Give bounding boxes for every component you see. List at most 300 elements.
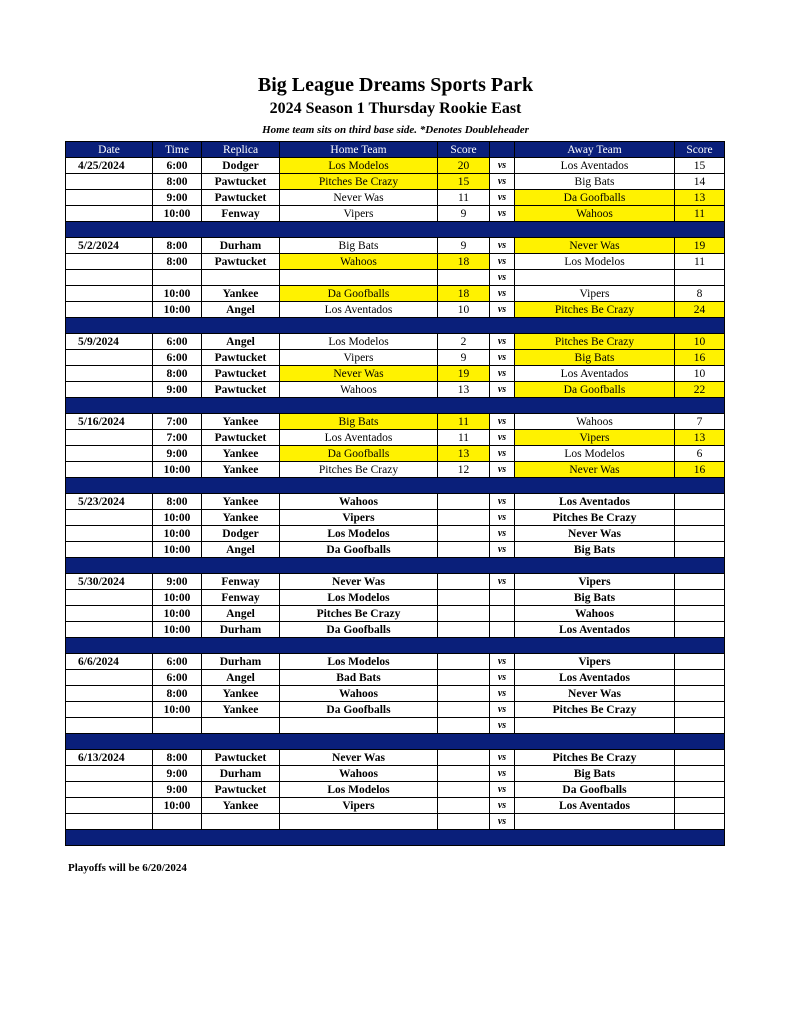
time-cell: 8:00	[153, 750, 202, 766]
vs-cell	[490, 622, 515, 638]
replica-cell	[202, 270, 280, 286]
home-team-cell: Los Modelos	[280, 782, 438, 798]
date-cell	[66, 382, 153, 398]
table-row	[66, 462, 725, 478]
replica-cell: Yankee	[202, 686, 280, 702]
home-score-cell: 9	[438, 350, 490, 366]
time-cell: 6:00	[153, 158, 202, 174]
away-score-cell	[675, 798, 725, 814]
replica-cell: Angel	[202, 606, 280, 622]
vs-cell: vs	[490, 766, 515, 782]
away-score-cell: 24	[675, 302, 725, 318]
separator-bar	[66, 558, 725, 574]
table-row	[66, 670, 725, 686]
separator-bar	[66, 638, 725, 654]
date-cell	[66, 302, 153, 318]
home-score-cell	[438, 574, 490, 590]
date-cell	[66, 510, 153, 526]
away-team-cell: Da Goofballs	[515, 382, 675, 398]
col-header-date: Date	[66, 142, 153, 158]
replica-cell: Angel	[202, 302, 280, 318]
table-row	[66, 766, 725, 782]
vs-cell: vs	[490, 798, 515, 814]
home-score-cell: 15	[438, 174, 490, 190]
time-cell: 10:00	[153, 526, 202, 542]
away-score-cell: 10	[675, 334, 725, 350]
time-cell: 10:00	[153, 542, 202, 558]
home-team-cell: Los Modelos	[280, 590, 438, 606]
away-score-cell	[675, 702, 725, 718]
week-separator-row	[66, 222, 725, 238]
col-header-vs	[490, 142, 515, 158]
date-cell	[66, 462, 153, 478]
table-row	[66, 158, 725, 174]
away-team-cell: Los Aventados	[515, 670, 675, 686]
replica-cell: Yankee	[202, 462, 280, 478]
vs-cell	[490, 590, 515, 606]
time-cell: 10:00	[153, 606, 202, 622]
time-cell	[153, 814, 202, 830]
date-cell	[66, 670, 153, 686]
table-row	[66, 718, 725, 734]
home-score-cell	[438, 670, 490, 686]
home-score-cell	[438, 766, 490, 782]
week-separator-row	[66, 398, 725, 414]
home-team-cell: Never Was	[280, 574, 438, 590]
replica-cell: Pawtucket	[202, 366, 280, 382]
date-cell	[66, 446, 153, 462]
table-row	[66, 814, 725, 830]
vs-cell	[490, 606, 515, 622]
home-team-cell: Wahoos	[280, 254, 438, 270]
away-team-cell: Vipers	[515, 286, 675, 302]
home-team-cell: Los Aventados	[280, 430, 438, 446]
replica-cell: Pawtucket	[202, 382, 280, 398]
vs-cell: vs	[490, 462, 515, 478]
date-cell	[66, 174, 153, 190]
time-cell: 9:00	[153, 574, 202, 590]
home-team-cell: Los Modelos	[280, 654, 438, 670]
home-score-cell	[438, 622, 490, 638]
away-score-cell: 7	[675, 414, 725, 430]
table-row	[66, 382, 725, 398]
replica-cell: Pawtucket	[202, 430, 280, 446]
replica-cell	[202, 718, 280, 734]
away-score-cell	[675, 686, 725, 702]
vs-cell: vs	[490, 286, 515, 302]
separator-bar	[66, 478, 725, 494]
away-score-cell	[675, 766, 725, 782]
time-cell: 8:00	[153, 686, 202, 702]
table-row	[66, 334, 725, 350]
date-cell	[66, 718, 153, 734]
vs-cell: vs	[490, 158, 515, 174]
away-team-cell: Pitches Be Crazy	[515, 702, 675, 718]
home-score-cell	[438, 814, 490, 830]
away-team-cell: Los Aventados	[515, 798, 675, 814]
table-row	[66, 782, 725, 798]
page-title: Big League Dreams Sports Park	[257, 74, 534, 96]
vs-cell: vs	[490, 366, 515, 382]
replica-cell: Durham	[202, 622, 280, 638]
replica-cell: Pawtucket	[202, 190, 280, 206]
table-row	[66, 238, 725, 254]
replica-cell: Durham	[202, 238, 280, 254]
away-team-cell: Los Aventados	[515, 494, 675, 510]
replica-cell: Pawtucket	[202, 750, 280, 766]
away-score-cell	[675, 718, 725, 734]
vs-cell: vs	[490, 670, 515, 686]
table-row	[66, 750, 725, 766]
home-team-cell: Da Goofballs	[280, 622, 438, 638]
home-team-cell: Wahoos	[280, 382, 438, 398]
replica-cell: Dodger	[202, 158, 280, 174]
table-row	[66, 302, 725, 318]
week-separator-row	[66, 478, 725, 494]
home-team-cell: Los Aventados	[280, 302, 438, 318]
away-team-cell: Big Bats	[515, 766, 675, 782]
home-team-cell: Never Was	[280, 750, 438, 766]
date-cell	[66, 526, 153, 542]
table-row	[66, 446, 725, 462]
replica-cell: Fenway	[202, 574, 280, 590]
away-score-cell	[675, 590, 725, 606]
away-team-cell: Pitches Be Crazy	[515, 302, 675, 318]
date-cell	[66, 542, 153, 558]
away-team-cell: Vipers	[515, 654, 675, 670]
home-team-cell: Big Bats	[280, 238, 438, 254]
replica-cell: Angel	[202, 670, 280, 686]
date-cell: 5/30/2024	[66, 574, 153, 590]
away-team-cell: Big Bats	[515, 350, 675, 366]
home-team-cell: Wahoos	[280, 686, 438, 702]
home-team-cell: Los Modelos	[280, 526, 438, 542]
time-cell: 7:00	[153, 430, 202, 446]
table-row	[66, 270, 725, 286]
table-row	[66, 622, 725, 638]
home-score-cell: 11	[438, 414, 490, 430]
away-score-cell	[675, 782, 725, 798]
home-score-cell	[438, 590, 490, 606]
date-cell: 6/13/2024	[66, 750, 153, 766]
table-row	[66, 366, 725, 382]
away-team-cell: Los Aventados	[515, 622, 675, 638]
vs-cell: vs	[490, 574, 515, 590]
table-row	[66, 686, 725, 702]
away-score-cell	[675, 270, 725, 286]
away-score-cell	[675, 510, 725, 526]
time-cell: 10:00	[153, 510, 202, 526]
away-score-cell: 15	[675, 158, 725, 174]
home-score-cell	[438, 654, 490, 670]
time-cell: 6:00	[153, 334, 202, 350]
table-row	[66, 542, 725, 558]
time-cell: 10:00	[153, 590, 202, 606]
replica-cell: Yankee	[202, 798, 280, 814]
vs-cell: vs	[490, 238, 515, 254]
table-row	[66, 206, 725, 222]
time-cell: 8:00	[153, 494, 202, 510]
time-cell	[153, 270, 202, 286]
col-header-time: Time	[153, 142, 202, 158]
time-cell: 6:00	[153, 670, 202, 686]
home-team-cell: Pitches Be Crazy	[280, 174, 438, 190]
date-cell	[66, 366, 153, 382]
time-cell: 10:00	[153, 702, 202, 718]
home-score-cell	[438, 686, 490, 702]
home-team-cell: Vipers	[280, 350, 438, 366]
away-score-cell	[675, 606, 725, 622]
table-row	[66, 510, 725, 526]
table-row	[66, 286, 725, 302]
table-row	[66, 590, 725, 606]
date-cell: 5/16/2024	[66, 414, 153, 430]
vs-cell: vs	[490, 414, 515, 430]
away-team-cell: Wahoos	[515, 414, 675, 430]
home-score-cell	[438, 718, 490, 734]
away-score-cell: 13	[675, 430, 725, 446]
replica-cell: Yankee	[202, 510, 280, 526]
away-score-cell	[675, 542, 725, 558]
vs-cell: vs	[490, 270, 515, 286]
date-cell	[66, 254, 153, 270]
away-score-cell: 8	[675, 286, 725, 302]
week-separator-row	[66, 558, 725, 574]
replica-cell: Durham	[202, 766, 280, 782]
table-row	[66, 350, 725, 366]
away-team-cell: Never Was	[515, 238, 675, 254]
date-cell	[66, 286, 153, 302]
week-separator-row	[66, 830, 725, 846]
replica-cell	[202, 814, 280, 830]
replica-cell: Pawtucket	[202, 254, 280, 270]
away-score-cell	[675, 814, 725, 830]
home-team-cell: Da Goofballs	[280, 702, 438, 718]
away-score-cell	[675, 750, 725, 766]
away-team-cell	[515, 718, 675, 734]
home-score-cell: 20	[438, 158, 490, 174]
home-team-cell	[280, 270, 438, 286]
home-team-cell: Da Goofballs	[280, 286, 438, 302]
schedule-table	[65, 141, 725, 846]
replica-cell: Durham	[202, 654, 280, 670]
time-cell: 9:00	[153, 190, 202, 206]
away-score-cell: 11	[675, 206, 725, 222]
date-cell: 4/25/2024	[66, 158, 153, 174]
home-score-cell	[438, 606, 490, 622]
replica-cell: Dodger	[202, 526, 280, 542]
home-team-cell: Vipers	[280, 798, 438, 814]
replica-cell: Fenway	[202, 590, 280, 606]
home-score-cell	[438, 798, 490, 814]
away-score-cell: 19	[675, 238, 725, 254]
home-score-cell	[438, 510, 490, 526]
home-team-cell: Los Modelos	[280, 334, 438, 350]
date-cell	[66, 430, 153, 446]
replica-cell: Pawtucket	[202, 350, 280, 366]
vs-cell: vs	[490, 446, 515, 462]
vs-cell: vs	[490, 526, 515, 542]
table-row	[66, 254, 725, 270]
away-team-cell: Pitches Be Crazy	[515, 510, 675, 526]
replica-cell: Pawtucket	[202, 174, 280, 190]
date-cell	[66, 190, 153, 206]
home-score-cell: 9	[438, 238, 490, 254]
time-cell: 8:00	[153, 254, 202, 270]
home-score-cell: 18	[438, 286, 490, 302]
home-score-cell	[438, 270, 490, 286]
time-cell: 10:00	[153, 206, 202, 222]
date-cell: 6/6/2024	[66, 654, 153, 670]
vs-cell: vs	[490, 382, 515, 398]
time-cell: 10:00	[153, 302, 202, 318]
vs-cell: vs	[490, 750, 515, 766]
vs-cell: vs	[490, 494, 515, 510]
home-team-cell: Da Goofballs	[280, 542, 438, 558]
away-score-cell: 22	[675, 382, 725, 398]
away-score-cell: 14	[675, 174, 725, 190]
vs-cell: vs	[490, 686, 515, 702]
away-team-cell: Never Was	[515, 686, 675, 702]
time-cell: 6:00	[153, 350, 202, 366]
vs-cell: vs	[490, 702, 515, 718]
separator-bar	[66, 398, 725, 414]
time-cell: 9:00	[153, 782, 202, 798]
vs-cell: vs	[490, 190, 515, 206]
separator-bar	[66, 734, 725, 750]
date-cell	[66, 622, 153, 638]
time-cell: 6:00	[153, 654, 202, 670]
home-score-cell: 11	[438, 430, 490, 446]
col-header-away-team: Away Team	[515, 142, 675, 158]
date-cell	[66, 590, 153, 606]
home-team-cell: Vipers	[280, 206, 438, 222]
away-score-cell	[675, 670, 725, 686]
away-team-cell: Never Was	[515, 526, 675, 542]
time-cell: 8:00	[153, 238, 202, 254]
home-score-cell	[438, 782, 490, 798]
table-row	[66, 174, 725, 190]
away-team-cell	[515, 814, 675, 830]
time-cell: 8:00	[153, 366, 202, 382]
vs-cell: vs	[490, 510, 515, 526]
away-team-cell: Big Bats	[515, 590, 675, 606]
away-score-cell: 6	[675, 446, 725, 462]
home-score-cell: 2	[438, 334, 490, 350]
home-score-cell	[438, 526, 490, 542]
away-team-cell: Wahoos	[515, 606, 675, 622]
date-cell	[66, 686, 153, 702]
table-row	[66, 606, 725, 622]
home-score-cell: 11	[438, 190, 490, 206]
page-subtitle: 2024 Season 1 Thursday Rookie East	[269, 100, 522, 117]
date-cell	[66, 350, 153, 366]
table-header-row	[66, 142, 725, 158]
home-team-cell: Vipers	[280, 510, 438, 526]
time-cell: 8:00	[153, 174, 202, 190]
vs-cell: vs	[490, 718, 515, 734]
header-note: Home team sits on third base side. *Denotes Doubleheader	[262, 124, 529, 136]
away-score-cell	[675, 654, 725, 670]
away-team-cell: Wahoos	[515, 206, 675, 222]
col-header-replica: Replica	[202, 142, 280, 158]
away-score-cell	[675, 494, 725, 510]
time-cell: 10:00	[153, 622, 202, 638]
table-row	[66, 430, 725, 446]
replica-cell: Yankee	[202, 702, 280, 718]
date-cell	[66, 206, 153, 222]
vs-cell: vs	[490, 654, 515, 670]
away-team-cell: Los Modelos	[515, 254, 675, 270]
home-score-cell: 9	[438, 206, 490, 222]
date-cell	[66, 814, 153, 830]
away-team-cell: Vipers	[515, 574, 675, 590]
home-team-cell: Never Was	[280, 190, 438, 206]
home-team-cell: Pitches Be Crazy	[280, 462, 438, 478]
home-team-cell: Never Was	[280, 366, 438, 382]
home-team-cell: Da Goofballs	[280, 446, 438, 462]
date-cell	[66, 782, 153, 798]
home-team-cell: Big Bats	[280, 414, 438, 430]
away-team-cell: Pitches Be Crazy	[515, 334, 675, 350]
table-row	[66, 654, 725, 670]
date-cell: 5/23/2024	[66, 494, 153, 510]
week-separator-row	[66, 734, 725, 750]
replica-cell: Yankee	[202, 446, 280, 462]
away-team-cell: Los Modelos	[515, 446, 675, 462]
replica-cell: Angel	[202, 334, 280, 350]
col-header-away-score: Score	[675, 142, 725, 158]
table-row	[66, 414, 725, 430]
table-row	[66, 190, 725, 206]
replica-cell: Angel	[202, 542, 280, 558]
date-cell: 5/2/2024	[66, 238, 153, 254]
away-team-cell: Big Bats	[515, 542, 675, 558]
away-score-cell	[675, 574, 725, 590]
time-cell: 9:00	[153, 382, 202, 398]
date-cell	[66, 798, 153, 814]
date-cell	[66, 766, 153, 782]
table-row	[66, 574, 725, 590]
home-score-cell: 13	[438, 382, 490, 398]
separator-bar	[66, 222, 725, 238]
home-score-cell: 13	[438, 446, 490, 462]
away-team-cell	[515, 270, 675, 286]
away-score-cell: 13	[675, 190, 725, 206]
separator-bar	[66, 318, 725, 334]
time-cell	[153, 718, 202, 734]
date-cell	[66, 270, 153, 286]
away-team-cell: Pitches Be Crazy	[515, 750, 675, 766]
week-separator-row	[66, 318, 725, 334]
home-score-cell: 10	[438, 302, 490, 318]
away-score-cell: 16	[675, 350, 725, 366]
home-team-cell: Pitches Be Crazy	[280, 606, 438, 622]
away-team-cell: Los Aventados	[515, 366, 675, 382]
table-row	[66, 702, 725, 718]
away-team-cell: Never Was	[515, 462, 675, 478]
replica-cell: Fenway	[202, 206, 280, 222]
table-row	[66, 494, 725, 510]
away-score-cell: 16	[675, 462, 725, 478]
replica-cell: Yankee	[202, 414, 280, 430]
playoffs-note: Playoffs will be 6/20/2024	[68, 862, 187, 874]
date-cell: 5/9/2024	[66, 334, 153, 350]
table-row	[66, 526, 725, 542]
home-score-cell: 18	[438, 254, 490, 270]
time-cell: 10:00	[153, 286, 202, 302]
time-cell: 7:00	[153, 414, 202, 430]
